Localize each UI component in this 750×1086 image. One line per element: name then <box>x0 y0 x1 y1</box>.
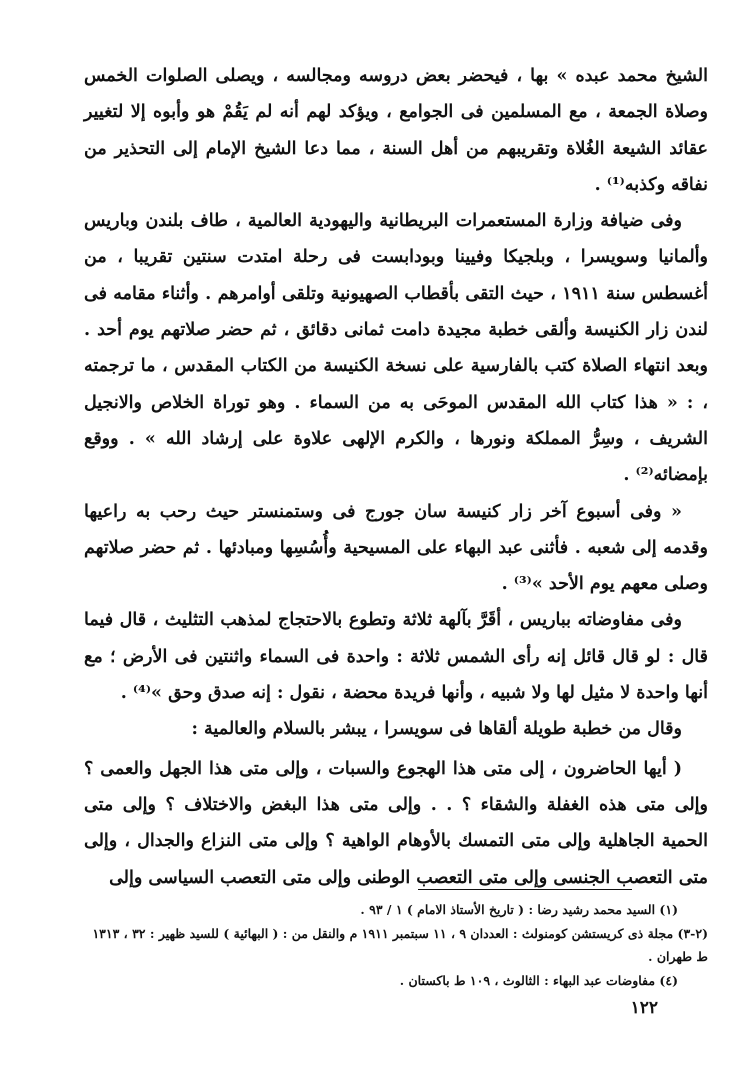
paragraph-5: وقال من خطبة طويلة ألقاها فى سويسرا ، يبشر بالسلام والعالمية : <box>191 719 682 740</box>
body-text <box>84 58 708 896</box>
page-number: ١٢٢ <box>630 998 658 1018</box>
paragraph-2: وفى ضيافة وزارة المستعمرات البريطانية واليهودية العالمية ، طاف بلندن وباريس وألمانيا وسويسرا ، وبلجيكا وفيينا وبودابست فى رحلة امتدت سنتين تقريبا ، من أغسطس سنة ١٩١١ ، حيث التقى بأقطاب الصهيونية وتلقى أوامرهم . وأثناء مقامه فى لندن زار الكنيسة وألقى خطبة مجيدة دامت ثمانى دقائق ، ثم حضر صلاتهم يوم أحد . وبعد انتهاء الصلاة كتب بالفارسية على نسخة الكنيسة من الكتاب المقدس ، ما ترجمته ، : « هذا كتاب الله المقدس الموحَى به من السماء . وهو توراة الخلاص والانجيل الشريف ، وسِرُّ المملكة ونورها ، والكرم الإلهى علاوة على إرشاد الله » . ووقع بإمضائه⁽²⁾ . <box>84 211 708 486</box>
paragraph-1: الشيخ محمد عبده » بها ، فيحضر بعض دروسه ومجالسه ، ويصلى الصلوات الخمس وصلاة الجمعة ، مع المسلمين فى الجوامع ، ويؤكد لهم أنه لم يَقُمْ هو وأبوه إلا لتغيير عقائد الشيعة الغُلاة وتقريبهم من أهل السنة ، مما دعا الشيخ الإمام إلى التحذير من نفاقه وكذبه⁽¹⁾ . <box>84 66 708 195</box>
paragraph-4: وفى مفاوضاته بباريس ، أقَرَّ بآلهة ثلاثة وتطوع بالاحتجاج لمذهب التثليث ، قال فيما قال : لو قال قائل إنه رأى الشمس ثلاثة : واحدة فى السماء واثنتين فى الأرض ؛ مع أنها واحدة لا مثيل لها ولا شبيه ، وأنها فريدة محضة ، نقول : إنه صدق وحق »⁽⁴⁾ . <box>84 610 708 704</box>
paragraph-3: « وفى أسبوع آخر زار كنيسة سان جورج فى وستمنستر حيث رحب به راعيها وقدمه إلى شعبه . فأثنى عبد البهاء على المسيحية وأُسُسِها ومبادئها . ثم حضر صلاتهم وصلى معهم يوم الأحد »⁽³⁾ . <box>84 501 708 595</box>
footnotes <box>84 898 708 992</box>
footnote-1: (١) السيد محمد رشيد رضا : ( تاريخ الأستاذ الامام ) ١ / ٩٣ . <box>360 902 678 917</box>
footnote-divider <box>418 889 632 890</box>
quoted-speech: ( أيها الحاضرون ، إلى متى هذا الهجوع والسبات ، وإلى متى هذا الجهل والعمى ؟ وإلى متى هذه الغفلة والشقاء ؟ . . وإلى متى هذا البغض والاختلاف ؟ وإلى متى الحمية الجاهلية وإلى متى التمسك بالأوهام الواهية ؟ وإلى متى النزاع والجدال ، وإلى متى التعصب الجنسى وإلى متى التعصب الوطنى وإلى متى التعصب السياسى وإلى <box>84 758 708 888</box>
footnote-2-3: (٢-٣) مجلة ذى كريستشن كومنولث : العددان ٩ ، ١١ سبتمبر ١٩١١ م والنقل من : ( البهائية ) للسيد ظهير : ٣٢ ، ١٣١٣ ط طهران . <box>92 925 708 964</box>
footnote-4: (٤) مفاوضات عبد البهاء : الثالوث ، ١٠٩ ط باكستان . <box>399 972 678 988</box>
